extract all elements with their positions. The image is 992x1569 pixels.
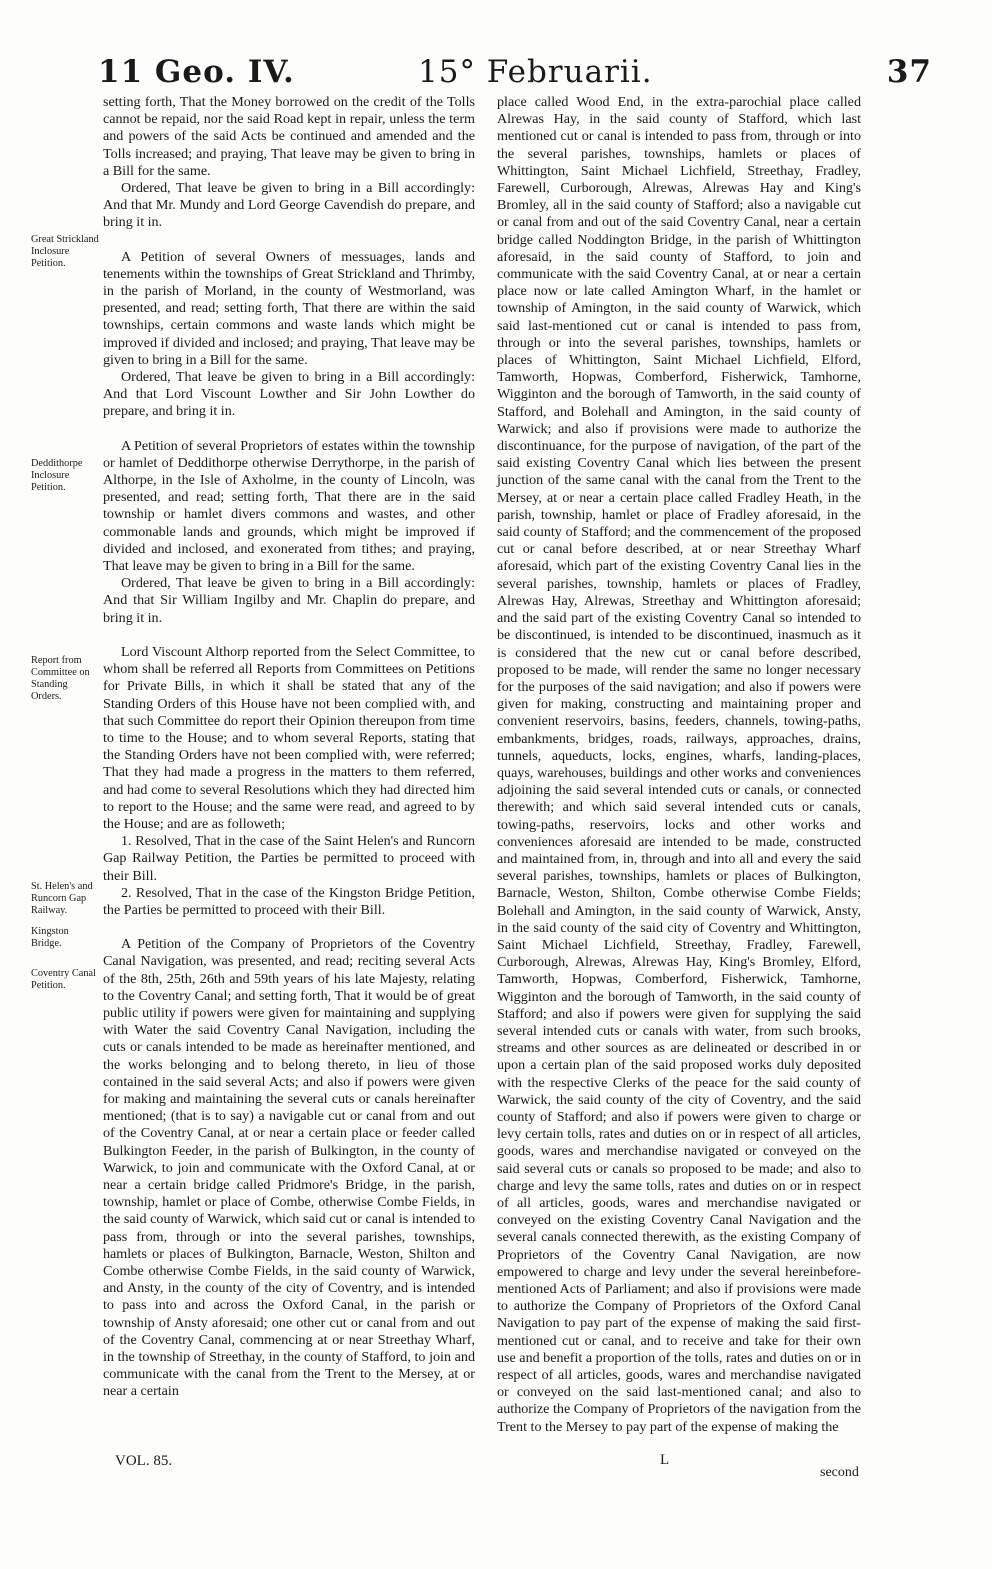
volume-mark: VOL. 85.: [115, 1453, 173, 1469]
margin-note-st-helens: St. Helen's and Runcorn Gap Railway.: [31, 881, 93, 916]
paragraph: place called Wood End, in the extra-parochial place called Alrewas Hay, in the said county of Stafford, which last mentioned cut or canal is intended to pass from, through or into the several parishes, townships, hamlets or places of Whittington, Saint Michael Lichfield, Streethay, Fradley, Farewell, Curborough, Alrewas, Alrewas Hay and King's Bromley, all in the said county of Stafford; also a navigable cut or canal from and out of the said Coventry Canal, near a certain bridge called Noddington Bridge, in the parish of Whittington aforesaid, in the said county of Stafford, to join and communicate with the said Coventry Canal, at or near a certain place now or late called Amington Wharf, in the hamlet or township of Amington, in the said county of Warwick, which said last-mentioned cut or canal is intended to pass from, through or into the several parishes, townships, hamlets or places of Whittington, Saint Michael Lichfield, Elford, Tamworth, Hopwas, Comberford, Fisherwick, Tamhorne, Wigginton and the borough of Tamworth, in the said county of Stafford, and Bolehall and Amington, in the said county of Warwick; and also if provisions were made to authorize the discontinuance, for the purpose of navigation, of the part of the said existing Coventry Canal which lies between the present junction of the same canal with the canal from the Trent to the Mersey, at or near a certain place called Fradley Heath, in the parish, township, hamlet or place of Fradley aforesaid, in the said county of Stafford; and the commencement of the proposed cut or canal before described, at or near Streethay Wharf aforesaid, which part of the existing Coventry Canal lies in the several parishes, township, hamlets or places of Fradley, Alrewas Hay, Alrewas, Streethay and Whittington aforesaid; and the said part of the existing Coventry Canal so intended to be discontinued, is intended to be discontinued, inasmuch as it is considered that the new cut or canal before described, proposed to be made, will render the same no longer necessary for the purposes of the said navigation; and also if powers were given for making, constructing and maintaining proper and convenient reservoirs, basins, feeders, channels, towing-paths, embankments, bridges, roads, railways, approaches, drains, tunnels, aqueducts, locks, engines, wharfs, landing-places, quays, warehouses, buildings and other works and conveniences adjoining the said several intended cuts or canals, or connected therewith; and which said several intended cuts or canals, towing-paths, reservoirs, locks and other works and conveniences aforesaid are intended to be made, constructed and maintained from, in, through and into all and every the said several parishes, townships, hamlets or places of Bulkington, Barnacle, Weston, Shilton, Combe otherwise Combe Fields; Bolehall and Amington, in the said county of Warwick, Ansty, in the said county of the said city of Coventry and Whittington, Saint Michael Lichfield, Streethay, Fradley, Farewell, Curborough, Alrewas, Alrewas Hay, King's Bromley, Elford, Tamworth, Hopwas, Comberford, Fisherwick, Tamhorne, Wigginton and the borough of Tamworth, in the said county of Stafford; and also if powers were given for supplying the said several intended cuts or canals with water, from such brooks, streams and other sources as are delineated or described in or upon a certain plan of the said proposed works duly deposited with the respective Clerks of the peace for the said county of Warwick, the said county of the city of Coventry, and the said county of Stafford; and also if powers were given to charge or levy certain tolls, rates and duties on or in respect of all articles, goods, wares and merchandise navigated or conveyed on the said several cuts or canals so proposed to be made; and also to charge and levy the same tolls, rates and duties on or in respect of all articles, goods, wares and merchandise navigated or conveyed on the existing Coventry Canal Navigation and the several canals connected therewith, as the existing Company of Proprietors of the Coventry Canal Navigation, are now empowered to charge and levy under the several hereinbefore-mentioned Acts of Parliament; and also if provisions were made to authorize the Company of Proprietors of the Oxford Canal Navigation to pay part of the expense of making the said first-mentioned cut or canal, and to receive and take for their own use and benefit a proportion of the tolls, rates and duties on or in respect of all articles, goods, wares and merchandise navigated or conveyed on the said last-mentioned canal; and also to authorize the Company of Proprietors of the navigation from the Trent to the Mersey to pay part of the expense of making the: [497, 94, 862, 1435]
paragraph: setting forth, That the Money borrowed on the credit of the Tolls cannot be repaid, nor the said Road kept in repair, unless the term and powers of the said Acts be continued and amended and the Tolls increased; and praying, That leave may be given to bring in a Bill for the same.: [103, 94, 475, 179]
running-head-date: 15° Februarii.: [418, 54, 653, 90]
margin-note-kingston: Kingston Bridge.: [31, 926, 69, 949]
paragraph: Ordered, That leave be given to bring in a Bill accordingly: And that Lord Viscount Lowther and Sir John Lowther do prepare, and bring it in.: [103, 369, 475, 420]
margin-note-great-strickland: Great Strickland Inclosure Petition.: [31, 234, 99, 269]
paragraph: Ordered, That leave be given to bring in a Bill accordingly: And that Sir William Ingilby and Mr. Chaplin do prepare, and bring it in.: [103, 575, 475, 626]
margin-note-deddithorpe: Deddithorpe Inclosure Petition.: [31, 458, 83, 493]
paragraph: Ordered, That leave be given to bring in a Bill accordingly: And that Mr. Mundy and Lord George Cavendish do prepare, and bring it in.: [103, 180, 475, 231]
margin-note-coventry: Coventry Canal Petition.: [31, 968, 96, 991]
paragraph: Lord Viscount Althorp reported from the Select Committee, to whom shall be referred all Reports from Committees on Petitions for Private Bills, in which it shall be stated that any of the Standing Orders of this House have not been complied with, and that such Committee do report their Opinion thereupon from time to time to the House; and to whom several Reports, stating that the Standing Orders have not been complied with, were referred; That they had made a progress in the matters to them referred, and had come to several Resolutions which they had directed him to report to the House; and the same were read, and agreed to by the House; and are as followeth;: [103, 643, 475, 832]
signature-mark: L: [660, 1452, 670, 1468]
page-number: 37: [886, 54, 932, 90]
right-column: [497, 94, 861, 1436]
running-head-regnal-year: 11 Geo. IV.: [98, 54, 295, 90]
paragraph: 1. Resolved, That in the case of the Saint Helen's and Runcorn Gap Railway Petition, the Parties be permitted to proceed with their Bill.: [103, 833, 475, 884]
paragraph: A Petition of the Company of Proprietors of the Coventry Canal Navigation, was presented, and read; reciting several Acts of the 8th, 25th, 26th and 59th years of his late Majesty, relating to the Coventry Canal; and setting forth, That it would be of great public utility if powers were given for maintaining and supplying with Water the said Coventry Canal Navigation, including the cuts or canals intended to be made as hereinafter mentioned, and the works belonging and to belong thereto, in lieu of those contained in the said several Acts; and also if powers were given for making and maintaining the several cuts or canals hereinafter mentioned; (that is to say) a navigable cut or canal from and out of the Coventry Canal, at or near a certain place or feeder called Bulkington Feeder, in the parish of Bulkington, in the county of Warwick, to join and communicate with the Oxford Canal, at or near a certain bridge called Pridmore's Bridge, in the parish, township, hamlet or place of Combe, otherwise Combe Fields, in the said county of Warwick, which said cut or canal is intended to pass from, through or into the several parishes, townships, hamlets or places of Bulkington, Barnacle, Weston, Shilton and Combe otherwise Combe Fields, in the said county of Warwick, and Ansty, in the county of the city of Coventry, and is intended to pass into and across the Oxford Canal, in the parish or township of Ansty aforesaid; one other cut or canal from and out of the Coventry Canal, commencing at or near Streethay Wharf, in the township of Streethay, in the county of Stafford, to join and communicate with the canal from the Trent to the Mersey, at or near a certain: [103, 936, 475, 1400]
catchword: second: [820, 1465, 859, 1480]
paragraph: 2. Resolved, That in the case of the Kingston Bridge Petition, the Parties be permitted to proceed with their Bill.: [103, 884, 475, 918]
paragraph: A Petition of several Owners of messuages, lands and tenements within the townships of Great Strickland and Thrimby, in the parish of Morland, in the county of Westmorland, was presented, and read; setting forth, That there are within the said townships, certain commons and waste lands which might be improved if divided and inclosed; and praying, That leave may be given to bring in a Bill for the same.: [103, 248, 475, 368]
margin-note-report: Report from Committee on Standing Orders.: [31, 655, 90, 702]
paragraph: A Petition of several Proprietors of estates within the township or hamlet of Deddithorpe otherwise Derrythorpe, in the parish of Althorpe, in the Isle of Axholme, in the county of Lincoln, was presented, and read; setting forth, That there are in the said township or hamlet divers commons and wastes, and other commonable lands and grounds, which might be improved if divided and inclosed, and exonerated from tithes; and praying, That leave may be given to bring in a Bill for the same.: [103, 437, 475, 575]
left-column: [103, 94, 475, 1401]
